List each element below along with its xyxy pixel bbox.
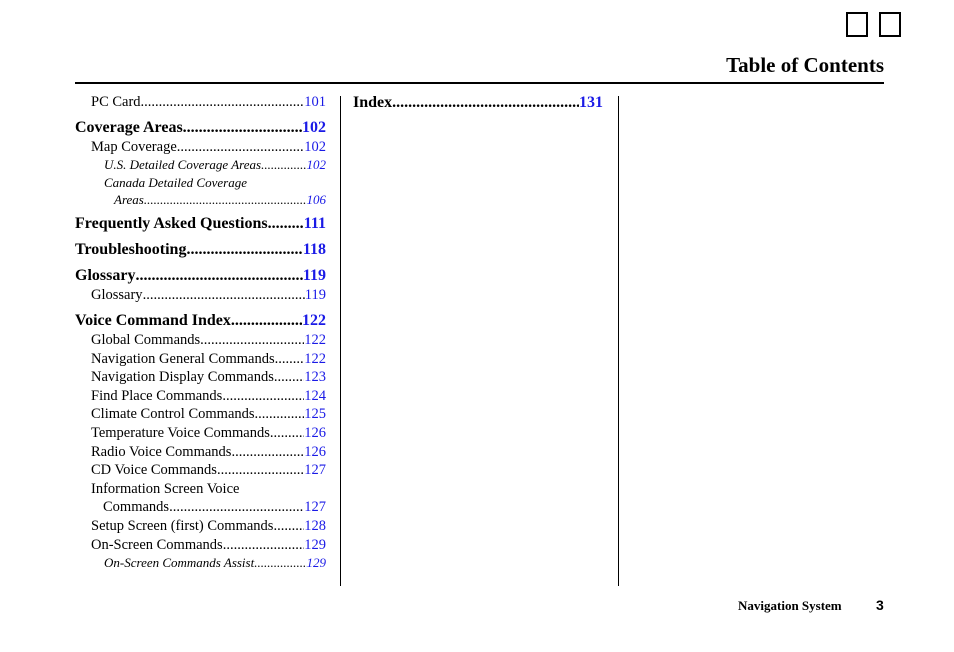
toc-entry-navigation-general-commands — [75, 350, 326, 369]
toc-entry-title: Commands — [103, 499, 170, 516]
toc-link-setup-screen-first-commands[interactable] — [91, 517, 326, 536]
toc-entry-areas — [75, 174, 326, 209]
previous-page-button[interactable] — [846, 12, 868, 37]
toc-entry-title: Temperature Voice Commands — [91, 424, 270, 441]
toc-entry-cd-voice-commands — [75, 461, 326, 480]
toc-entry-title: Global Commands — [91, 332, 201, 348]
toc-link-find-place-commands[interactable] — [91, 387, 326, 406]
toc-page-number[interactable]: 127 — [304, 462, 326, 479]
toc-entry-frequently-asked-questions — [75, 214, 326, 234]
toc-link-frequently-asked-questions[interactable] — [75, 214, 326, 234]
dot-leader — [200, 331, 304, 350]
toc-entry-title: Navigation General Commands — [91, 350, 275, 367]
next-page-button[interactable] — [879, 12, 901, 37]
toc-link-u-s-detailed-coverage-areas[interactable] — [104, 156, 326, 173]
dot-leader — [223, 536, 305, 555]
toc-entry-coverage-areas — [75, 118, 326, 138]
toc-entry-find-place-commands — [75, 387, 326, 406]
toc-entry-climate-control-commands — [75, 405, 326, 424]
toc-link-voice-command-index[interactable] — [75, 311, 326, 331]
toc-entry-title: Index — [353, 94, 393, 111]
toc-entry-voice-command-index — [75, 311, 326, 331]
toc-link-areas[interactable] — [104, 191, 326, 208]
toc-entry-title: Find Place Commands — [91, 387, 223, 404]
toc-page-number[interactable]: 125 — [304, 406, 326, 423]
dot-leader — [183, 118, 302, 138]
dot-leader — [275, 350, 305, 369]
toc-page-number[interactable]: 122 — [304, 350, 326, 367]
toc-entry-setup-screen-first-commands — [75, 517, 326, 536]
dot-leader — [186, 240, 302, 260]
header-rule — [75, 82, 884, 84]
toc-page-number[interactable]: 102 — [306, 157, 326, 173]
toc-link-climate-control-commands[interactable] — [91, 405, 326, 424]
dot-leader — [261, 156, 306, 173]
toc-page-number[interactable]: 119 — [302, 267, 326, 285]
dot-leader — [254, 554, 306, 571]
toc-entry-map-coverage — [75, 138, 326, 157]
toc-column-1 — [75, 93, 326, 572]
toc-entry-title: Setup Screen (first) Commands — [91, 517, 274, 534]
toc-entry-title: Voice Command Index — [75, 312, 231, 329]
toc-entry-troubleshooting — [75, 240, 326, 260]
dot-leader — [270, 424, 304, 443]
toc-page-number[interactable]: 102 — [302, 118, 326, 136]
toc-entry-title: Glossary — [75, 267, 136, 285]
dot-leader — [222, 387, 304, 406]
toc-link-glossary[interactable] — [75, 266, 326, 286]
toc-page-number[interactable]: 119 — [304, 287, 326, 304]
toc-link-global-commands[interactable] — [91, 331, 326, 350]
toc-entry-title: PC Card — [91, 94, 141, 110]
toc-link-on-screen-commands[interactable] — [91, 536, 326, 555]
toc-link-pc-card[interactable] — [91, 93, 326, 112]
toc-column-2 — [353, 93, 603, 113]
toc-entry-on-screen-commands — [75, 536, 326, 555]
toc-link-on-screen-commands-assist[interactable] — [104, 554, 326, 571]
toc-entry-title: Radio Voice Commands — [91, 443, 232, 460]
toc-link-troubleshooting[interactable] — [75, 240, 326, 260]
dot-leader — [135, 266, 302, 286]
column-divider — [618, 96, 619, 586]
column-divider — [340, 96, 341, 586]
toc-entry-title: Map Coverage — [91, 138, 177, 155]
toc-page-number[interactable]: 129 — [306, 555, 326, 571]
toc-entry-title: Troubleshooting — [75, 241, 187, 259]
toc-entry-index — [353, 93, 603, 113]
footer-label: Navigation System — [738, 598, 842, 613]
toc-entry-radio-voice-commands — [75, 443, 326, 462]
toc-page-number[interactable]: 118 — [302, 241, 326, 259]
toc-page-number[interactable]: 123 — [304, 369, 326, 386]
toc-entry-on-screen-commands-assist — [75, 554, 326, 571]
dot-leader — [392, 93, 579, 113]
dot-leader — [274, 368, 304, 387]
toc-page-number[interactable]: 102 — [304, 138, 326, 155]
toc-entry-navigation-display-commands — [75, 368, 326, 387]
toc-entry-glossary — [75, 266, 326, 286]
dot-leader — [268, 214, 304, 234]
toc-entry-u-s-detailed-coverage-areas — [75, 156, 326, 173]
toc-link-index[interactable] — [353, 93, 603, 113]
toc-entry-title: CD Voice Commands — [91, 462, 217, 479]
toc-entry-title: Navigation Display Commands — [91, 369, 274, 386]
toc-link-navigation-general-commands[interactable] — [91, 350, 326, 369]
page-title: Table of Contents — [726, 53, 884, 77]
toc-page-number[interactable]: 111 — [303, 215, 326, 233]
toc-link-commands[interactable] — [91, 498, 326, 517]
toc-page-number[interactable]: 122 — [304, 332, 326, 348]
toc-page-number[interactable]: 131 — [579, 94, 603, 111]
toc-page-number[interactable]: 126 — [304, 424, 326, 441]
toc-entry-title: On-Screen Commands Assist — [104, 555, 255, 571]
dot-leader — [231, 311, 302, 331]
toc-page-number[interactable]: 128 — [304, 517, 326, 534]
dot-leader — [141, 93, 305, 112]
toc-link-map-coverage[interactable] — [91, 138, 326, 157]
toc-entry-global-commands — [75, 331, 326, 350]
toc-entry-title: Frequently Asked Questions — [75, 215, 268, 233]
dot-leader — [255, 405, 305, 424]
toc-page-number[interactable]: 127 — [304, 499, 326, 516]
dot-leader — [169, 498, 304, 517]
dot-leader — [231, 443, 304, 462]
toc-entry-temperature-voice-commands — [75, 424, 326, 443]
dot-leader — [144, 191, 307, 208]
toc-link-coverage-areas[interactable] — [75, 118, 326, 138]
toc-entry-title: Areas — [114, 192, 144, 207]
toc-link-navigation-display-commands[interactable] — [91, 368, 326, 387]
toc-page-number[interactable]: 101 — [304, 94, 326, 110]
toc-page-number[interactable]: 126 — [304, 443, 326, 460]
toc-page-number[interactable]: 106 — [306, 192, 326, 207]
toc-page-number[interactable]: 124 — [304, 387, 326, 404]
toc-entry-glossary — [75, 286, 326, 305]
toc-entry-pc-card — [75, 93, 326, 112]
dot-leader — [273, 517, 304, 536]
toc-link-temperature-voice-commands[interactable] — [91, 424, 326, 443]
toc-link-radio-voice-commands[interactable] — [91, 443, 326, 462]
dot-leader — [217, 461, 304, 480]
toc-link-glossary[interactable] — [91, 286, 326, 305]
toc-page-number[interactable]: 122 — [302, 312, 326, 329]
toc-entry-title-line: Canada Detailed Coverage — [104, 174, 247, 190]
toc-entry-title-line: Information Screen Voice — [91, 480, 240, 497]
toc-entry-commands — [75, 480, 326, 517]
toc-entry-title: Climate Control Commands — [91, 406, 255, 423]
toc-link-cd-voice-commands[interactable] — [91, 461, 326, 480]
dot-leader — [143, 286, 305, 305]
toc-page-number[interactable]: 129 — [304, 536, 326, 553]
dot-leader — [177, 138, 304, 157]
toc-entry-title: On-Screen Commands — [91, 536, 223, 553]
toc-entry-title: U.S. Detailed Coverage Areas — [104, 157, 262, 173]
toc-entry-title: Coverage Areas — [75, 118, 183, 136]
page-number: 3 — [876, 597, 884, 613]
toc-entry-title: Glossary — [91, 287, 143, 304]
